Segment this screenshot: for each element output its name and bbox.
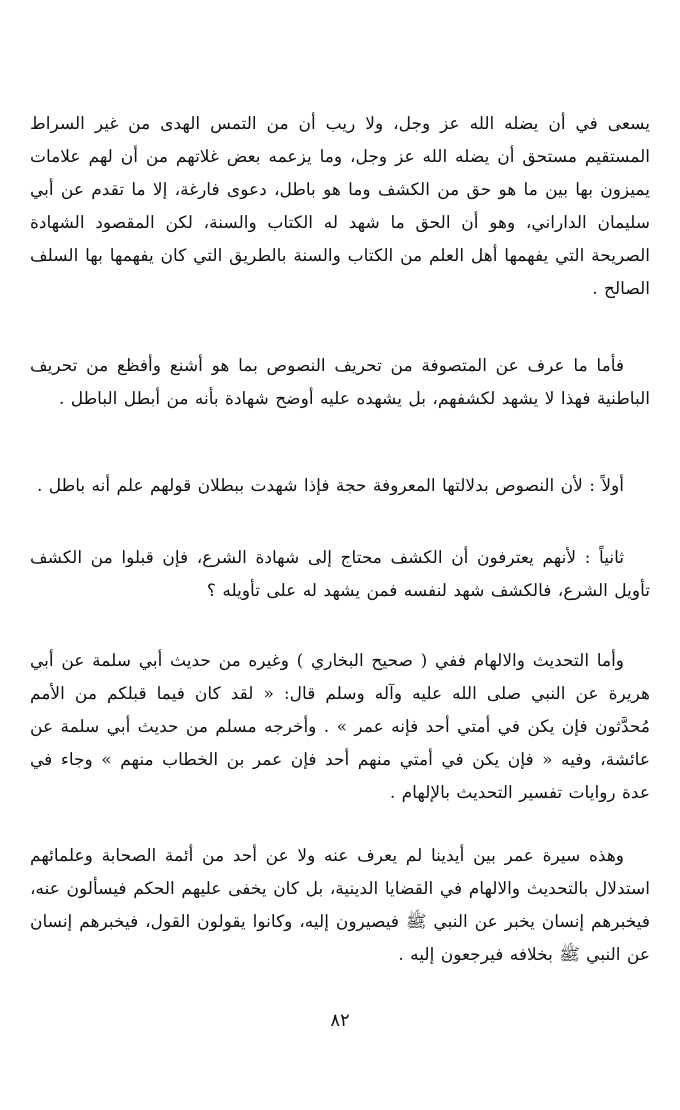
- page-number: ٨٢: [330, 1010, 350, 1031]
- paragraph-1-text: يسعى في أن يضله الله عز وجل، ولا ريب أن من التمس الهدى من غير السراط المستقيم مستحق أن يضله الله عز وجل، وما يزعمه بعض غلاتهم من أن لهم علامات يميزون بها بين ما هو حق من الكشف وما هو باطل، دعوى فارغة، إلا ما تقدم عن أبي سليمان الداراني، وهو أن الحق ما شهد له الكتاب والسنة، لكن المقصود الشهادة الصريحة التي يفهمها أهل العلم من الكتاب والسنة بالطريق التي كان يفهمها بها السلف الصالح .: [30, 114, 650, 299]
- paragraph-6-text: وهذه سيرة عمر بين أيدينا لم يعرف عنه ولا عن أحد من أئمة الصحابة وعلمائهم استدلال بالتحديث والالهام في القضايا الدينية، بل كان يخفى عليهم الحكم فيسألون عنه، فيخبرهم إنسان يخبر عن النبي ﷺ فيصيرون إليه، وكانوا يقولون القول، فيخبرهم إنسان عن النبي ﷺ بخلافه فيرجعون إليه .: [30, 846, 650, 965]
- paragraph-3-text: أولاً : لأن النصوص بدلالتها المعروفة حجة فإذا شهدت ببطلان قولهم علم أنه باطل .: [37, 476, 624, 496]
- paragraph-4: [30, 542, 650, 608]
- paragraph-5: [30, 645, 650, 810]
- paragraph-2-text: فأما ما عرف عن المتصوفة من تحريف النصوص بما هو أشنع وأفظع من تحريف الباطنية فهذا لا يشهد لكشفهم، بل يشهده عليه أوضح شهادة بأنه من أبطل الباطل .: [30, 356, 650, 409]
- paragraph-6: [30, 840, 650, 972]
- paragraph-5-text: وأما التحديث والالهام ففي ( صحيح البخاري ) وغيره من حديث أبي سلمة عن أبي هريرة عن النبي صلى الله عليه وآله وسلم قال: « لقد كان فيما قبلكم من الأمم مُحدَّثون فإن يكن في أمتي أحد فإنه عمر » . وأخرجه مسلم من حديث أبي سلمة عن عائشة، وفيه « فإن يكن في أمتي منهم أحد فإن عمر بن الخطاب منهم » وجاء في عدة روايات تفسير التحديث بالإلهام .: [30, 651, 650, 803]
- paragraph-1: [30, 108, 650, 306]
- paragraph-4-text: ثانياً : لأنهم يعترفون أن الكشف محتاج إلى شهادة الشرع، فإن قبلوا من الكشف تأويل الشرع، فالكشف شهد لنفسه فمن يشهد له على تأويله ؟: [30, 548, 650, 601]
- paragraph-3: [30, 470, 650, 503]
- paragraph-2: [30, 350, 650, 416]
